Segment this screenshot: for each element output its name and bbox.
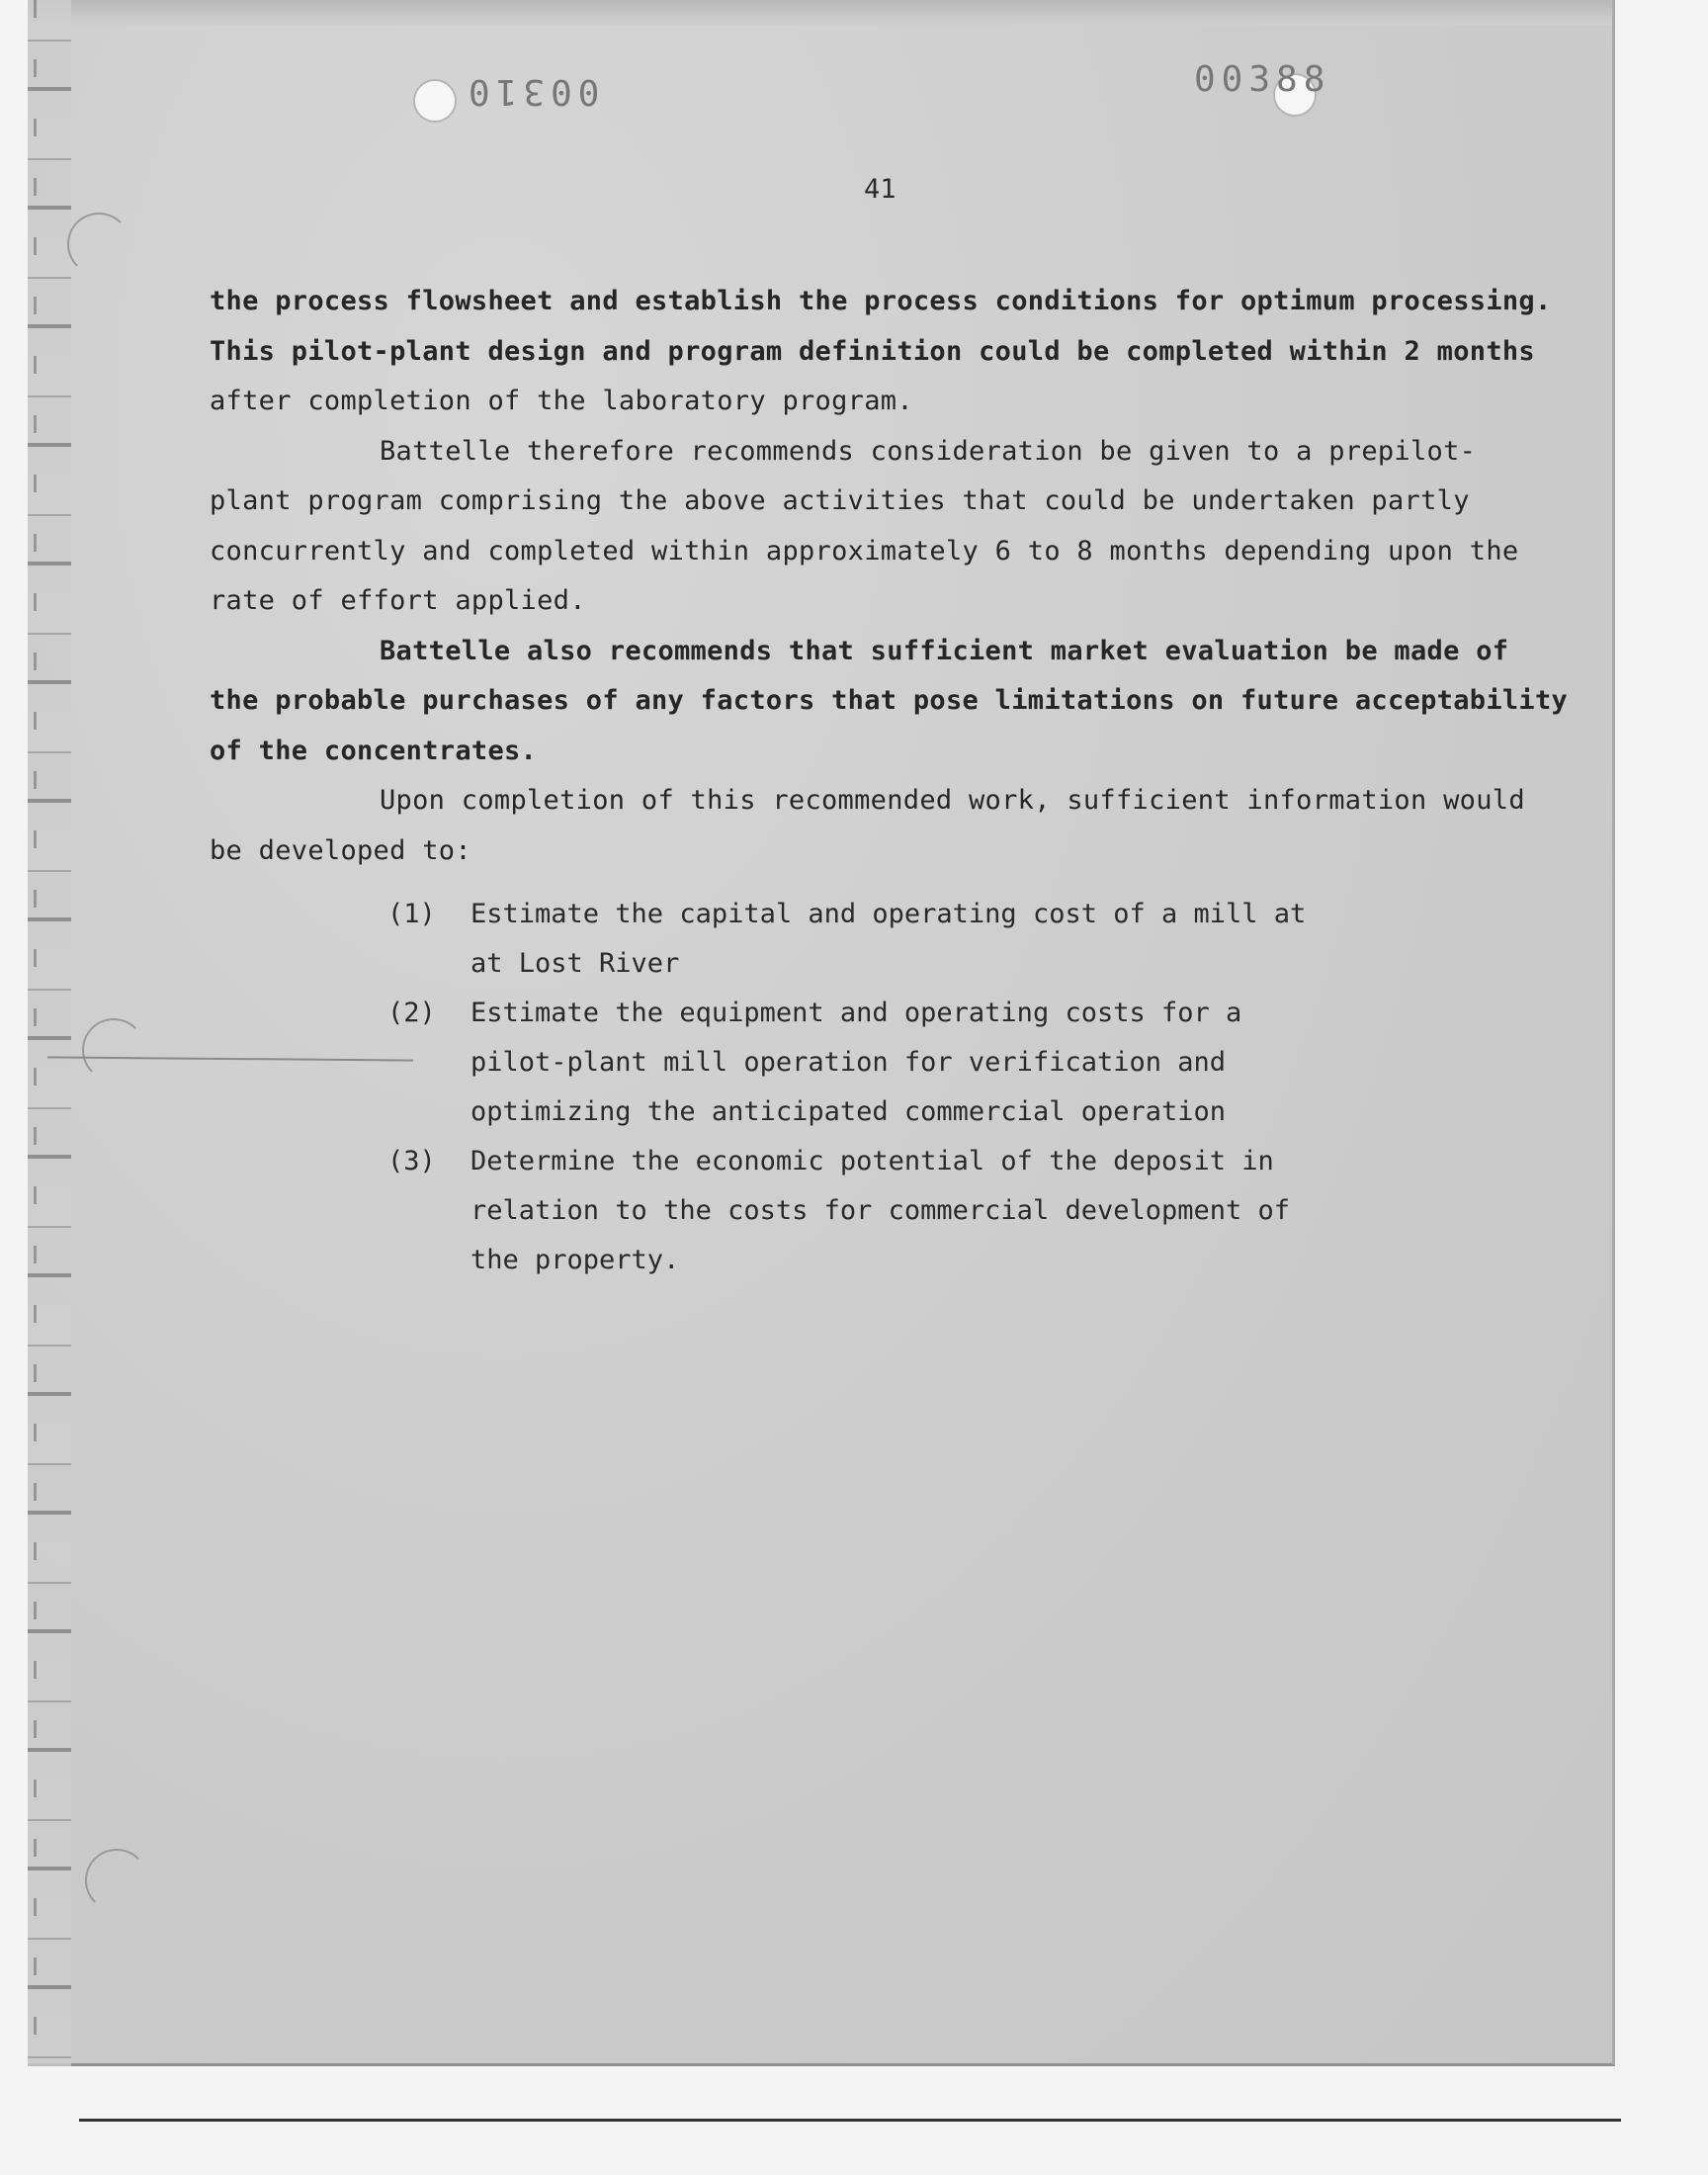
list-number: (2) bbox=[387, 998, 436, 1028]
text-line: Estimate the equipment and operating costs for a bbox=[470, 998, 1242, 1028]
text-line: concurrently and completed within approximately 6 to 8 months depending upon the bbox=[210, 535, 1519, 566]
paragraph bbox=[210, 427, 1613, 627]
text-line: Estimate the capital and operating cost of a mill at bbox=[470, 899, 1307, 929]
text-line: after completion of the laboratory program. bbox=[210, 386, 913, 416]
text-line: relation to the costs for commercial development of bbox=[470, 1195, 1291, 1226]
list-text bbox=[470, 890, 1376, 989]
text-line: the process flowsheet and establish the process conditions for optimum processing. bbox=[210, 286, 1552, 316]
text-line: Upon completion of this recommended work, sufficient information would bbox=[380, 785, 1525, 816]
list-item bbox=[387, 1137, 1376, 1285]
text-line: This pilot-plant design and program definition could be completed within 2 months bbox=[210, 335, 1535, 367]
list-text bbox=[470, 989, 1376, 1137]
scan-top-edge bbox=[28, 0, 1612, 26]
paragraph bbox=[210, 277, 1613, 427]
text-line: pilot-plant mill operation for verification and bbox=[470, 1047, 1227, 1078]
document-number-stamp-left: 00310 bbox=[463, 71, 600, 112]
scan-bottom-rule bbox=[79, 2119, 1621, 2122]
document-number-stamp-right: 00388 bbox=[1194, 59, 1331, 100]
paragraph bbox=[210, 627, 1613, 777]
punch-hole-left bbox=[413, 79, 457, 123]
list-text bbox=[470, 1137, 1376, 1285]
text-line: optimizing the anticipated commercial operation bbox=[470, 1096, 1227, 1127]
text-line: plant program comprising the above activities that could be undertaken partly bbox=[210, 485, 1470, 516]
scan-artifact-arc bbox=[85, 1849, 148, 1912]
list-item bbox=[387, 890, 1376, 989]
text-line: the probable purchases of any factors that pose limitations on future acceptability bbox=[210, 685, 1569, 716]
list-number: (3) bbox=[387, 1146, 436, 1176]
text-line: rate of effort applied. bbox=[210, 585, 586, 616]
list-item bbox=[387, 989, 1376, 1137]
numbered-list bbox=[387, 890, 1376, 1285]
body-text bbox=[210, 277, 1613, 876]
scan-artifact-arc bbox=[67, 213, 130, 276]
paragraph bbox=[210, 776, 1613, 876]
text-line: at Lost River bbox=[470, 948, 680, 979]
page-number: 41 bbox=[864, 174, 897, 205]
scan-artifact-arc bbox=[82, 1018, 145, 1082]
text-line: Battelle therefore recommends consideration be given to a prepilot- bbox=[380, 435, 1477, 467]
binding-edge bbox=[28, 0, 71, 2066]
document-page bbox=[28, 0, 1615, 2066]
text-line: Battelle also recommends that sufficient market evaluation be made of bbox=[380, 635, 1509, 666]
text-line: be developed to: bbox=[210, 834, 471, 866]
text-line: of the concentrates. bbox=[210, 735, 538, 766]
text-line: Determine the economic potential of the deposit in bbox=[470, 1146, 1274, 1176]
list-number: (1) bbox=[387, 899, 436, 929]
text-line: the property. bbox=[470, 1245, 680, 1275]
